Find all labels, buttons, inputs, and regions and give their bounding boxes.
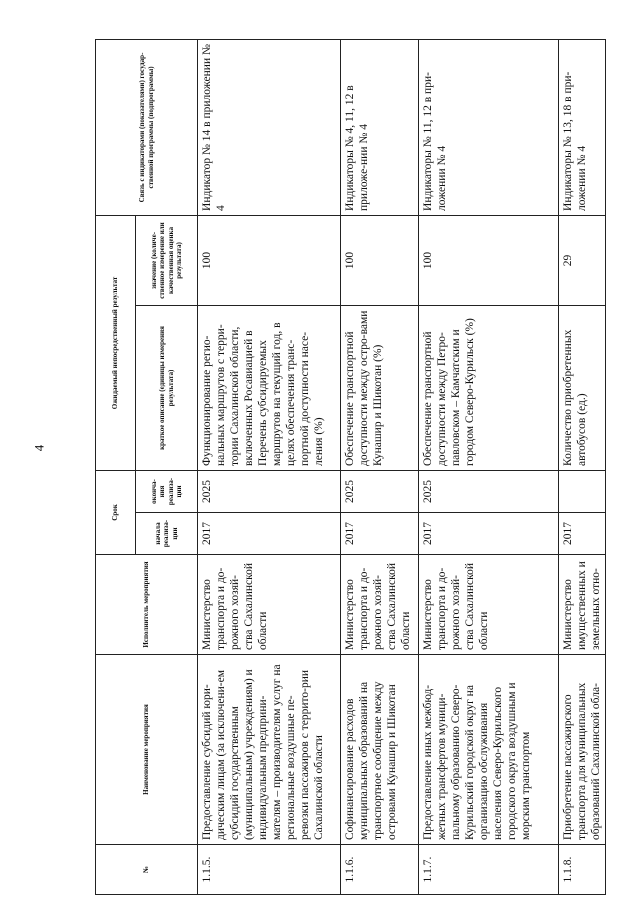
row-desc: Количество приобретенных автобусов (ед.) <box>559 305 606 470</box>
row-start: 2017 <box>341 513 419 555</box>
row-num: 1.1.5. <box>198 845 341 895</box>
row-name: Приобретение пассажирского транспорта для муниципальных образований Сахалинской обла- <box>559 655 606 845</box>
row-value: 29 <box>559 215 606 305</box>
header-executor: Исполнитель мероприятия <box>96 555 198 655</box>
row-executor: Министерство транспорта и до-рожного хозяй-ства Сахалинской области <box>419 555 559 655</box>
rotated-table-wrapper <box>95 40 603 895</box>
row-start: 2017 <box>559 513 606 555</box>
row-start: 2017 <box>198 513 341 555</box>
row-executor: Министерство транспорта и до-рожного хозяй-ства Сахалинской области <box>341 555 419 655</box>
row-link: Индикаторы № 11, 12 в при-ложении № 4 <box>419 39 559 215</box>
row-value: 100 <box>341 215 419 305</box>
row-link: Индикатор № 14 в приложении № 4 <box>198 39 341 215</box>
row-name: Предоставление субсидий юри-дическим лицам (за исключени-ем субсидий государственным (муниципальным) учреждениям) и индивидуальным предприни-мателям – производителям услуг на региональные воздушные пе-ревозки пассажиров с террито-рии Сахалинской области <box>198 655 341 845</box>
header-name: Наименование мероприятия <box>96 655 198 845</box>
row-name: Предоставление иных межбюд-жетных трансфертов муници-пальному образованию Северо-Курильский городской округ на организацию обслуживания населения Северо-Курильского городского округа воздушным и морским транспортом <box>419 655 559 845</box>
measures-table <box>95 39 606 895</box>
row-desc: Обеспечение транспортной доступности между Петро-павловском – Камчатским и городом Северо-Курильск (%) <box>419 305 559 470</box>
table-row <box>419 39 559 894</box>
row-end <box>559 470 606 512</box>
row-value: 100 <box>419 215 559 305</box>
table-row <box>198 39 341 894</box>
row-desc: Обеспечение транспортной доступности между остро-вами Кунашир и Шикотан (%) <box>341 305 419 470</box>
row-value: 100 <box>198 215 341 305</box>
row-link: Индикаторы № 4, 11, 12 в приложе-нии № 4 <box>341 39 419 215</box>
row-num: 1.1.7. <box>419 845 559 895</box>
header-short-desc: краткое описание (единицы измерения результата) <box>136 305 198 470</box>
row-num: 1.1.8. <box>559 845 606 895</box>
header-end: оконча-ния реализа-ции <box>136 470 198 512</box>
row-executor: Министерство имущественных и земельных отно- <box>559 555 606 655</box>
row-num: 1.1.6. <box>341 845 419 895</box>
table-row <box>341 39 419 894</box>
row-executor: Министерство транспорта и до-рожного хозяй-ства Сахалинской области <box>198 555 341 655</box>
row-end: 2025 <box>198 470 341 512</box>
page-number: 4 <box>31 444 47 452</box>
table-row <box>559 39 606 894</box>
header-result: Ожидаемый непосредственный результат <box>96 215 136 470</box>
header-num: № <box>96 845 198 895</box>
row-start: 2017 <box>419 513 559 555</box>
row-end: 2025 <box>341 470 419 512</box>
row-name: Софинансирование расходов муниципальных образований на транспортное сообщение между островами Кунашир и Шикотан <box>341 655 419 845</box>
header-period: Срок <box>96 470 136 554</box>
row-desc: Функционирование регио-нальных маршрутов с терри-тории Сахалинской области, включенных Росавиацией в Перечень субсидируемых маршрутов на текущий год, в целях обеспечения транс-портной доступности насе-ления (%) <box>198 305 341 470</box>
header-link: Связь с индикаторами (показателями) государ-ственной программы (подпрограммы) <box>96 39 198 215</box>
document-sheet <box>95 40 603 895</box>
header-value: значение (количе-ственное измерение или качественная оценка результата) <box>136 215 198 305</box>
row-link: Индикаторы № 13, 18 в при-ложении № 4 <box>559 39 606 215</box>
row-end: 2025 <box>419 470 559 512</box>
header-start: начала реализа-ции <box>136 513 198 555</box>
